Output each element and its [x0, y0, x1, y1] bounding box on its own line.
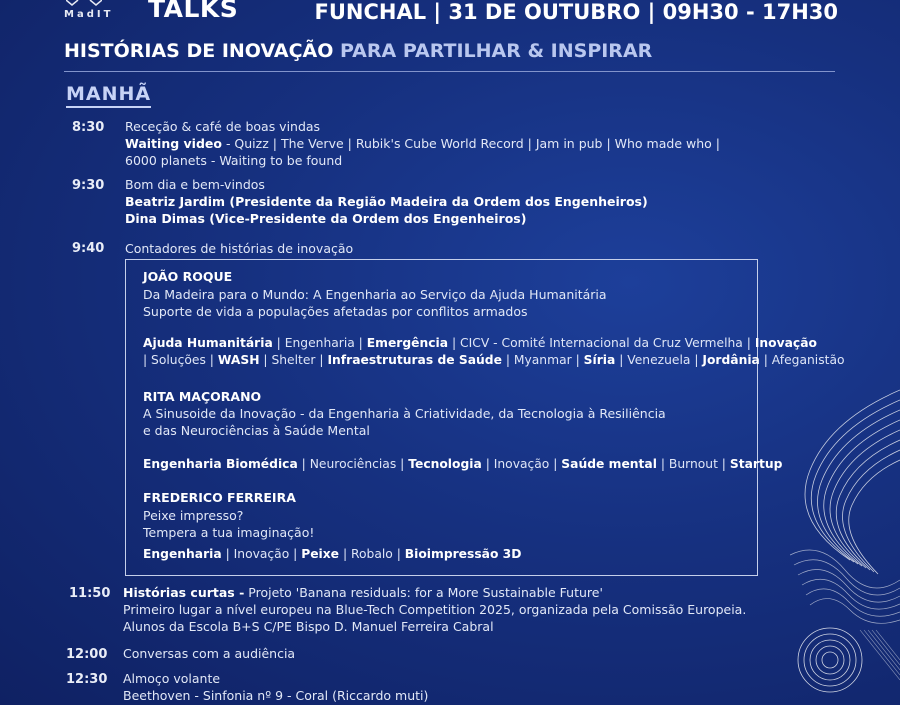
- tag-line: [143, 352, 845, 369]
- tag: Síria: [583, 353, 616, 367]
- item-line: Beethoven - Sinfonia nº 9 - Coral (Riccardo muti): [123, 688, 429, 703]
- speaker-name: FREDERICO FERREIRA: [143, 490, 296, 505]
- item-bold: Histórias curtas -: [123, 585, 245, 600]
- time-0940: 9:40: [72, 241, 105, 256]
- tag: Ajuda Humanitária: [143, 336, 273, 350]
- header-divider: [64, 71, 835, 72]
- schedule-item-0930: [125, 176, 648, 227]
- decorative-wave-pattern-icon: [790, 380, 900, 705]
- tag: Bioimpressão 3D: [404, 547, 522, 561]
- tag: Engenharia: [143, 547, 222, 561]
- speaker-tags: [143, 335, 845, 369]
- tag: Saúde mental: [561, 457, 657, 471]
- item-line: Beatriz Jardim (Presidente da Região Madeira da Ordem dos Engenheiros): [125, 194, 648, 209]
- tag-sep: | Robalo |: [339, 547, 405, 561]
- tag: Infraestruturas de Saúde: [327, 353, 502, 367]
- speaker-tags: [143, 456, 782, 473]
- talk-line: Peixe impresso?: [143, 508, 244, 523]
- item-line: 6000 planets - Waiting to be found: [125, 153, 343, 168]
- item-line: Bom dia e bem-vindos: [125, 177, 265, 192]
- schedule-item-1200: Conversas com a audiência: [123, 646, 296, 661]
- tag: Engenharia Biomédica: [143, 457, 298, 471]
- tag-line: [143, 335, 845, 352]
- item-line: [125, 135, 720, 152]
- item-text: - Quizz | The Verve | Rubik's Cube World Record | Jam in pub | Who made who |: [221, 136, 720, 151]
- speaker-talk: [143, 507, 314, 541]
- talk-line: Suporte de vida a populações afetadas por conflitos armados: [143, 304, 528, 319]
- time-1150: 11:50: [69, 586, 111, 601]
- item-line: Dina Dimas (Vice-Presidente da Ordem dos Engenheiros): [125, 211, 527, 226]
- tag: Inovação: [754, 336, 817, 350]
- logo-text: MadIT: [64, 9, 114, 20]
- item-line: Alunos da Escola B+S C/PE Bispo D. Manuel Ferreira Cabral: [123, 619, 494, 634]
- time-0830: 8:30: [72, 120, 105, 135]
- tag-sep: | Afeganistão: [759, 353, 845, 367]
- tag-sep: | Shelter |: [259, 353, 328, 367]
- speaker-tags: [143, 546, 521, 563]
- section-title: MANHÃ: [66, 83, 151, 108]
- tag-sep: | Venezuela |: [615, 353, 703, 367]
- item-line: Almoço volante: [123, 671, 221, 686]
- tag-sep: | Inovação |: [481, 457, 562, 471]
- time-1230: 12:30: [66, 672, 108, 687]
- schedule-item-0940: Contadores de histórias de inovação: [125, 241, 354, 256]
- item-line: [123, 584, 746, 601]
- talk-line: Tempera a tua imaginação!: [143, 525, 315, 540]
- tag-sep: | Engenharia |: [272, 336, 367, 350]
- tag-sep: | Inovação |: [221, 547, 302, 561]
- tag: WASH: [217, 353, 260, 367]
- item-line: Receção & café de boas vindas: [125, 119, 321, 134]
- tag-sep: | Burnout |: [656, 457, 730, 471]
- time-0930: 9:30: [72, 178, 105, 193]
- time-1200: 12:00: [66, 647, 108, 662]
- talk-line: Da Madeira para o Mundo: A Engenharia ao Serviço da Ajuda Humanitária: [143, 287, 607, 302]
- brand-title: TALKS: [148, 0, 239, 23]
- talk-line: e das Neurociências à Saúde Mental: [143, 423, 370, 438]
- speaker-name: JOÃO ROQUE: [143, 269, 233, 284]
- tag-sep: | Neurociências |: [297, 457, 409, 471]
- item-line: Primeiro lugar a nível europeu na Blue-Tech Competition 2025, organizada pela Comissão Europeia.: [123, 602, 747, 617]
- tag-sep: | CICV - Comité Internacional da Cruz Vermelha |: [448, 336, 755, 350]
- talk-line: A Sinusoide da Inovação - da Engenharia à Criatividade, da Tecnologia à Resiliência: [143, 406, 666, 421]
- tag: Tecnologia: [408, 457, 482, 471]
- tag-sep: | Myanmar |: [501, 353, 584, 367]
- speaker-talk: [143, 405, 666, 439]
- schedule-item-0830: [125, 118, 720, 169]
- tag-sep: | Soluções |: [143, 353, 218, 367]
- tag: Emergência: [366, 336, 449, 350]
- item-bold: Waiting video: [125, 136, 222, 151]
- logo-mark-icon: [66, 0, 102, 6]
- event-info: FUNCHAL | 31 DE OUTUBRO | 09H30 - 17H30: [314, 0, 838, 24]
- item-text: Projeto 'Banana residuals: for a More Sustainable Future': [244, 585, 603, 600]
- tag: Jordânia: [702, 353, 760, 367]
- tag: Startup: [729, 457, 783, 471]
- tag: Peixe: [301, 547, 340, 561]
- speaker-name: RITA MAÇORANO: [143, 389, 262, 404]
- speaker-talk: [143, 286, 607, 320]
- schedule-item-1230: [123, 670, 428, 704]
- subtitle-part1: HISTÓRIAS DE INOVAÇÃO: [64, 40, 334, 62]
- subtitle-part2: PARA PARTILHAR & INSPIRAR: [333, 40, 653, 62]
- page-subtitle: [64, 40, 652, 62]
- schedule-item-1150: [123, 584, 746, 635]
